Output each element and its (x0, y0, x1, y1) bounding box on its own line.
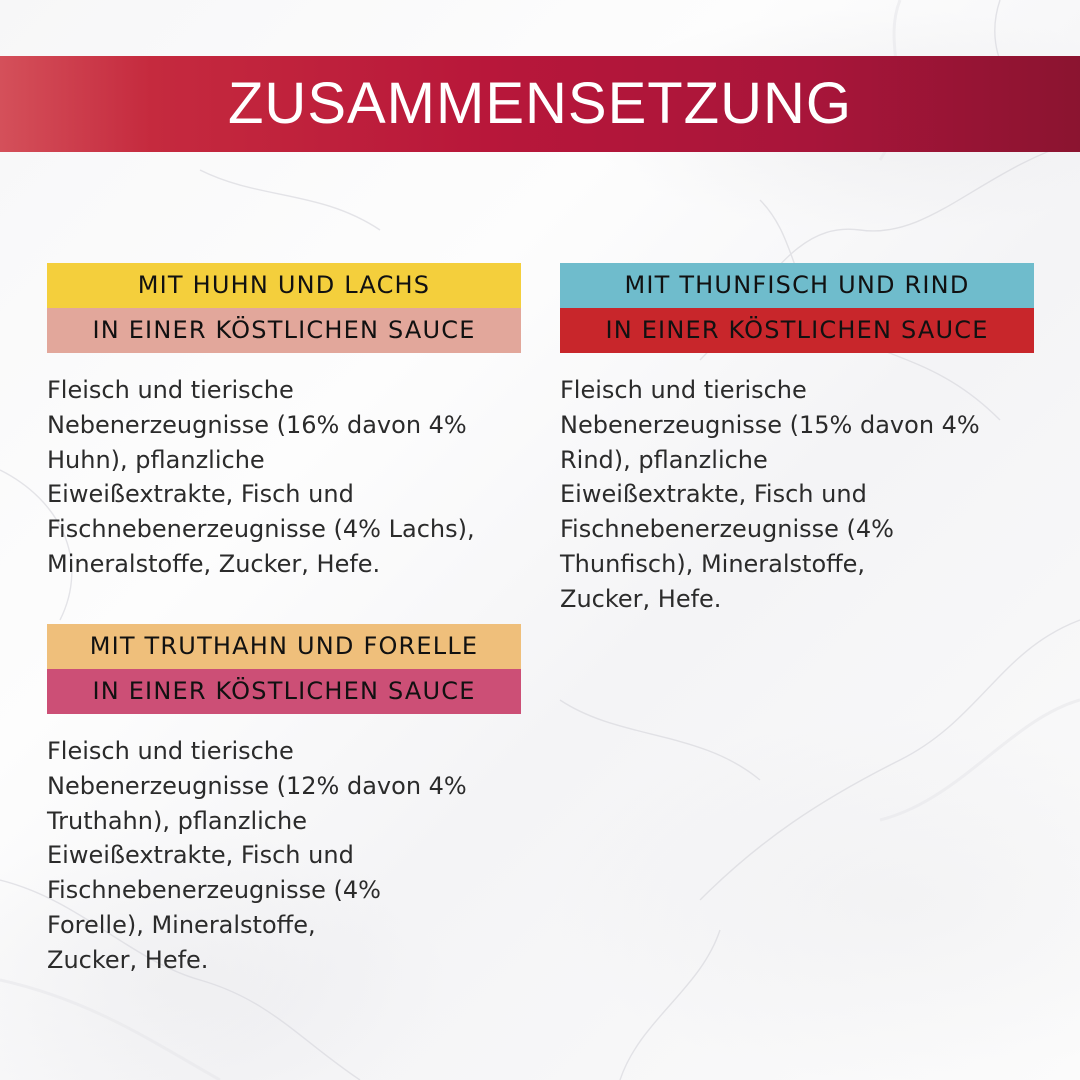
ingredients-line: Zucker, Hefe. (560, 584, 722, 613)
ingredients-line: Nebenerzeugnisse (16% davon 4% (47, 410, 467, 439)
ingredients-line: Fischnebenerzeugnisse (4% (47, 876, 381, 905)
product-block-thunfisch-rind (560, 263, 1034, 617)
product-title-line1: MIT HUHN UND LACHS (47, 263, 521, 308)
ingredients-line: Fleisch und tierische (560, 376, 807, 404)
product-block-truthahn-forelle (47, 624, 521, 978)
product-title-line2: IN EINER KÖSTLICHEN SAUCE (47, 669, 521, 714)
ingredients-text (47, 373, 521, 582)
product-title-line2: IN EINER KÖSTLICHEN SAUCE (560, 308, 1034, 353)
ingredients-line: Eiweißextrakte, Fisch und (560, 480, 867, 509)
ingredients-line: Thunfisch), Mineralstoffe, (560, 549, 866, 578)
product-title-line2: IN EINER KÖSTLICHEN SAUCE (47, 308, 521, 353)
product-block-huhn-lachs (47, 263, 521, 582)
ingredients-line: Mineralstoffe, Zucker, Hefe. (47, 549, 381, 578)
ingredients-text (47, 734, 521, 978)
ingredients-line: Nebenerzeugnisse (12% davon 4% (47, 771, 467, 800)
header-banner (0, 56, 1080, 152)
ingredients-line: Eiweißextrakte, Fisch und (47, 480, 354, 509)
product-title-line1: MIT THUNFISCH UND RIND (560, 263, 1034, 308)
ingredients-text (560, 373, 1034, 617)
page-title: ZUSAMMENSETZUNG (228, 71, 852, 136)
product-title-line1: MIT TRUTHAHN UND FORELLE (47, 624, 521, 669)
ingredients-line: Fischnebenerzeugnisse (4% Lachs), (47, 515, 475, 544)
ingredients-line: Fleisch und tierische (47, 376, 294, 404)
ingredients-line: Forelle), Mineralstoffe, (47, 910, 316, 939)
ingredients-line: Fleisch und tierische (47, 737, 294, 765)
ingredients-line: Huhn), pflanzliche (47, 445, 265, 474)
ingredients-line: Nebenerzeugnisse (15% davon 4% (560, 410, 980, 439)
ingredients-line: Eiweißextrakte, Fisch und (47, 841, 354, 870)
ingredients-line: Fischnebenerzeugnisse (4% (560, 515, 894, 544)
ingredients-line: Truthahn), pflanzliche (47, 806, 307, 835)
ingredients-line: Rind), pflanzliche (560, 445, 768, 474)
ingredients-line: Zucker, Hefe. (47, 945, 209, 974)
